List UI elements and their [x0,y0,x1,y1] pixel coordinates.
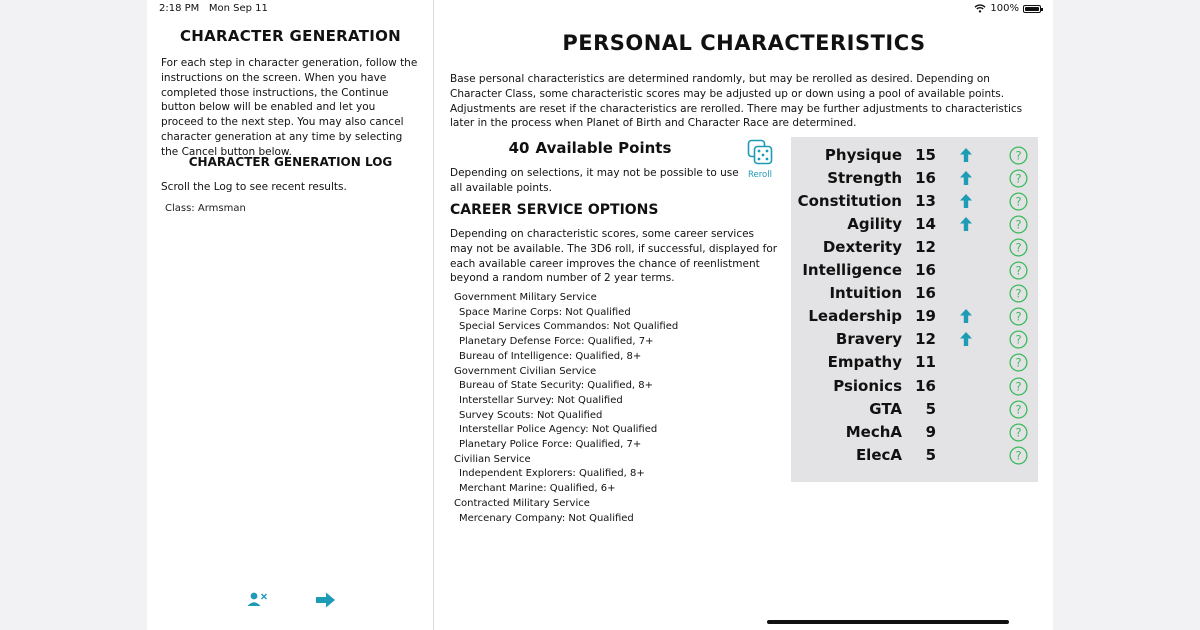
stat-value: 19 [915,307,936,326]
stat-row [791,235,1038,258]
career-option: Space Marine Corps: Not Qualified [459,306,631,318]
stat-help-button[interactable] [1009,377,1028,396]
svg-text:?: ? [1015,309,1022,324]
stat-help-button[interactable] [1009,215,1028,234]
battery-percent: 100% [990,3,1019,14]
log-entry: Class: Armsman [165,203,246,214]
svg-text:?: ? [1015,402,1022,417]
increase-stat-button[interactable] [959,331,973,347]
career-category: Civilian Service [454,453,531,465]
question-circle-icon [1009,446,1028,465]
stat-help-button[interactable] [1009,353,1028,372]
stat-row [791,350,1038,373]
arrow-right-icon [314,589,338,611]
person-x-icon [246,589,270,611]
question-circle-icon [1009,215,1028,234]
stat-row [791,327,1038,350]
stat-value: 11 [915,353,936,372]
stat-help-button[interactable] [1009,307,1028,326]
career-category: Government Civilian Service [454,365,597,377]
stat-help-button[interactable] [1009,261,1028,280]
stat-value: 12 [915,330,936,349]
arrow-up-icon [959,308,973,324]
stat-row [791,166,1038,189]
stat-name: ElecA [855,445,902,464]
stat-value: 12 [915,238,936,257]
stat-row [791,281,1038,304]
question-circle-icon [1009,169,1028,188]
career-option: Special Services Commandos: Not Qualified [459,321,679,333]
stat-row [791,397,1038,420]
stat-name: Intelligence [802,261,902,280]
arrow-up-icon [959,193,973,209]
arrow-up-icon [959,331,973,347]
career-title: CAREER SERVICE OPTIONS [450,202,659,218]
career-option: Independent Explorers: Qualified, 8+ [459,468,645,480]
question-circle-icon [1009,192,1028,211]
svg-text:?: ? [1015,263,1022,278]
stat-value: 9 [925,422,936,441]
stat-row [791,189,1038,212]
stat-name: Psionics [833,376,902,395]
stat-help-button[interactable] [1009,146,1028,165]
question-circle-icon [1009,377,1028,396]
stat-name: Constitution [797,192,902,211]
stat-row [791,374,1038,397]
increase-stat-button[interactable] [959,216,973,232]
question-circle-icon [1009,307,1028,326]
characteristics-panel [791,137,1038,482]
dice-icon [747,139,773,165]
arrow-up-icon [959,147,973,163]
stat-row [791,258,1038,281]
stat-value: 16 [915,169,936,188]
sidebar-title: CHARACTER GENERATION [179,27,402,45]
stat-value: 15 [915,146,936,164]
stat-name: MechA [845,422,902,441]
page-title: PERSONAL CHARACTERISTICS [562,31,926,55]
arrow-up-icon [959,216,973,232]
career-list [454,291,784,526]
increase-stat-button[interactable] [959,170,973,186]
increase-stat-button[interactable] [959,308,973,324]
stat-name: Empathy [827,353,902,372]
stat-row [791,212,1038,235]
career-option: Merchant Marine: Qualified, 6+ [459,483,616,495]
stat-value: 16 [915,284,936,303]
svg-text:?: ? [1015,194,1022,209]
stat-name: Agility [847,215,902,234]
stat-name: Intuition [829,284,902,303]
increase-stat-button[interactable] [959,193,973,209]
svg-text:?: ? [1015,148,1022,163]
career-description: Depending on characteristic scores, some career services may not be available. The 3D6 roll, if successful, displayed for each available career improves the chance of reenlistment beyond a random number of 2 year terms. [450,228,778,285]
cancel-button[interactable] [246,589,270,611]
stat-value: 13 [915,192,936,211]
reroll-label: Reroll [748,170,772,180]
stat-help-button[interactable] [1009,238,1028,257]
stat-name: GTA [869,399,902,418]
svg-text:?: ? [1015,379,1022,394]
stat-name: Strength [827,169,902,188]
svg-text:?: ? [1015,425,1022,440]
app-window [147,0,1053,630]
stat-name: Physique [824,146,902,164]
stat-help-button[interactable] [1009,192,1028,211]
svg-text:?: ? [1015,217,1022,232]
sidebar [147,0,434,630]
stat-name: Leadership [808,307,902,326]
intro-text: Base personal characteristics are determined randomly, but may be rerolled as desired. Depending on Character Class, some characteristic scores may be adjusted up or down using a pool of available points. Adjustments are reset if the characteristics are rerolled. There may be further adjustments to characteristics later in the process when Planet of Birth and Character Race are determined. [450,73,1023,130]
stat-value: 16 [915,261,936,280]
career-option: Survey Scouts: Not Qualified [459,409,603,421]
career-option: Planetary Defense Force: Qualified, 7+ [459,336,654,348]
stat-value: 5 [925,399,936,418]
stat-help-button[interactable] [1009,169,1028,188]
career-option: Planetary Police Force: Qualified, 7+ [459,439,642,451]
career-category: Contracted Military Service [454,497,590,509]
stat-row [791,443,1038,466]
stat-name: Dexterity [822,238,902,257]
log-title: CHARACTER GENERATION LOG [188,155,393,169]
increase-stat-button[interactable] [959,147,973,163]
stat-value: 16 [915,376,936,395]
svg-text:?: ? [1015,332,1022,347]
svg-text:?: ? [1015,240,1022,255]
stat-row [791,143,1038,166]
career-option: Interstellar Survey: Not Qualified [459,394,623,406]
question-circle-icon [1009,400,1028,419]
career-option: Mercenary Company: Not Qualified [459,512,634,524]
svg-text:?: ? [1015,286,1022,301]
career-option: Interstellar Police Agency: Not Qualified [459,424,658,436]
career-category: Government Military Service [454,292,597,303]
status-time: 2:18 PM Mon Sep 11 [159,3,268,14]
question-circle-icon [1009,353,1028,372]
reroll-button[interactable] [740,139,780,180]
career-option: Bureau of Intelligence: Qualified, 8+ [459,350,642,362]
available-points-label: Available Points [535,139,672,157]
career-option: Bureau of State Security: Qualified, 8+ [459,380,654,392]
log-scroll-note: Scroll the Log to see recent results. [161,181,347,193]
stat-row [791,304,1038,327]
question-circle-icon [1009,423,1028,442]
stat-name: Bravery [835,330,902,349]
home-indicator [767,620,1009,624]
stat-value: 14 [915,215,936,234]
points-note: Depending on selections, it may not be possible to use all available points. [450,167,739,194]
stat-help-button[interactable] [1009,423,1028,442]
question-circle-icon [1009,284,1028,303]
stat-help-button[interactable] [1009,446,1028,465]
question-circle-icon [1009,261,1028,280]
svg-text:?: ? [1015,171,1022,186]
stat-help-button[interactable] [1009,400,1028,419]
question-circle-icon [1009,330,1028,349]
svg-text:?: ? [1015,356,1022,371]
svg-text:?: ? [1015,448,1022,463]
stat-value: 5 [925,445,936,464]
stat-help-button[interactable] [1009,284,1028,303]
available-points-value: 40 [508,139,530,157]
continue-button[interactable] [314,589,338,611]
arrow-up-icon [959,170,973,186]
sidebar-instructions: For each step in character generation, follow the instructions on the screen. When you have completed those instructions, the Continue button below will be enabled and let you proceed to the next step. You may also cancel character generation at any time by selecting the Cancel button below. [161,57,418,158]
main-panel [435,0,1053,630]
available-points [450,139,730,157]
question-circle-icon [1009,146,1028,165]
question-circle-icon [1009,238,1028,257]
stat-row [791,420,1038,443]
stat-help-button[interactable] [1009,330,1028,349]
